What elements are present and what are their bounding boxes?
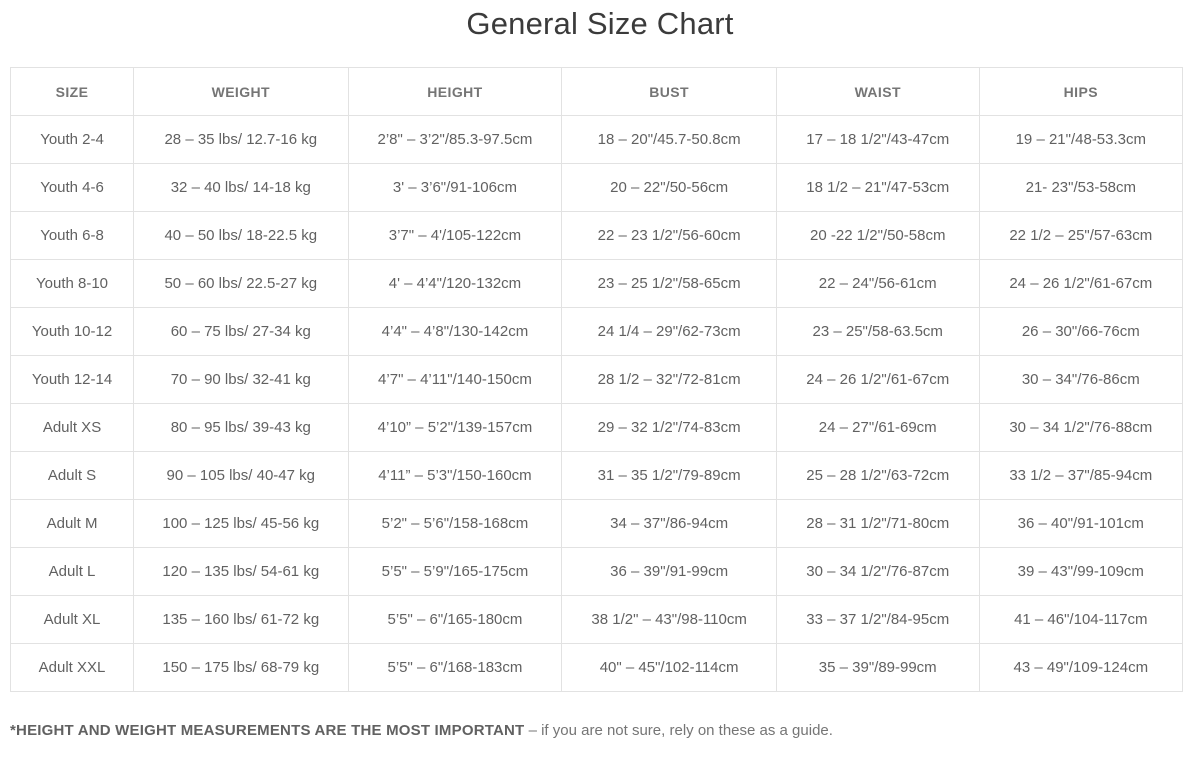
- size-chart-table: [10, 67, 1183, 692]
- cell-bust: 28 1/2 – 32"/72-81cm: [562, 356, 776, 404]
- cell-hips: 22 1/2 – 25"/57-63cm: [979, 212, 1182, 260]
- cell-weight: 120 – 135 lbs/ 54-61 kg: [134, 548, 348, 596]
- cell-size: Youth 10-12: [11, 308, 134, 356]
- page-title: General Size Chart: [466, 6, 734, 41]
- table-row: [11, 500, 1183, 548]
- cell-hips: 43 – 49"/109-124cm: [979, 644, 1182, 692]
- cell-weight: 135 – 160 lbs/ 61-72 kg: [134, 596, 348, 644]
- table-row: [11, 404, 1183, 452]
- table-row: [11, 308, 1183, 356]
- cell-hips: 26 – 30"/66-76cm: [979, 308, 1182, 356]
- cell-bust: 36 – 39"/91-99cm: [562, 548, 776, 596]
- column-header-waist: WAIST: [776, 68, 979, 116]
- cell-waist: 25 – 28 1/2"/63-72cm: [776, 452, 979, 500]
- cell-height: 5’5" – 6"/168-183cm: [348, 644, 562, 692]
- table-row: [11, 644, 1183, 692]
- cell-height: 4’4" – 4’8"/130-142cm: [348, 308, 562, 356]
- cell-weight: 90 – 105 lbs/ 40-47 kg: [134, 452, 348, 500]
- cell-hips: 36 – 40"/91-101cm: [979, 500, 1182, 548]
- table-row: [11, 116, 1183, 164]
- table-row: [11, 452, 1183, 500]
- cell-waist: 35 – 39"/89-99cm: [776, 644, 979, 692]
- cell-weight: 100 – 125 lbs/ 45-56 kg: [134, 500, 348, 548]
- footnote-regular-text: – if you are not sure, rely on these as a guide.: [524, 722, 833, 739]
- cell-waist: 20 -22 1/2"/50-58cm: [776, 212, 979, 260]
- footnote: [10, 721, 1200, 741]
- cell-waist: 22 – 24"/56-61cm: [776, 260, 979, 308]
- cell-size: Adult S: [11, 452, 134, 500]
- table-row: [11, 548, 1183, 596]
- cell-height: 3’7" – 4'/105-122cm: [348, 212, 562, 260]
- footnote-bold-text: *HEIGHT AND WEIGHT MEASUREMENTS ARE THE MOST IMPORTANT: [10, 722, 525, 739]
- cell-size: Youth 12-14: [11, 356, 134, 404]
- header-row: [11, 68, 1183, 116]
- cell-bust: 31 – 35 1/2"/79-89cm: [562, 452, 776, 500]
- cell-waist: 24 – 26 1/2"/61-67cm: [776, 356, 979, 404]
- cell-size: Adult XXL: [11, 644, 134, 692]
- cell-size: Youth 4-6: [11, 164, 134, 212]
- column-header-weight: WEIGHT: [134, 68, 348, 116]
- cell-weight: 60 – 75 lbs/ 27-34 kg: [134, 308, 348, 356]
- cell-bust: 40" – 45"/102-114cm: [562, 644, 776, 692]
- cell-waist: 28 – 31 1/2"/71-80cm: [776, 500, 979, 548]
- cell-waist: 24 – 27"/61-69cm: [776, 404, 979, 452]
- cell-height: 5’2" – 5’6"/158-168cm: [348, 500, 562, 548]
- cell-bust: 18 – 20"/45.7-50.8cm: [562, 116, 776, 164]
- cell-bust: 20 – 22"/50-56cm: [562, 164, 776, 212]
- cell-size: Adult L: [11, 548, 134, 596]
- cell-weight: 70 – 90 lbs/ 32-41 kg: [134, 356, 348, 404]
- table-header: [11, 68, 1183, 116]
- column-header-size: SIZE: [11, 68, 134, 116]
- table-body: [11, 116, 1183, 692]
- cell-bust: 23 – 25 1/2"/58-65cm: [562, 260, 776, 308]
- cell-height: 3' – 3’6"/91-106cm: [348, 164, 562, 212]
- table-row: [11, 260, 1183, 308]
- table-row: [11, 212, 1183, 260]
- cell-hips: 30 – 34"/76-86cm: [979, 356, 1182, 404]
- cell-weight: 80 – 95 lbs/ 39-43 kg: [134, 404, 348, 452]
- cell-hips: 30 – 34 1/2"/76-88cm: [979, 404, 1182, 452]
- cell-bust: 38 1/2" – 43"/98-110cm: [562, 596, 776, 644]
- cell-height: 2’8" – 3’2"/85.3-97.5cm: [348, 116, 562, 164]
- column-header-height: HEIGHT: [348, 68, 562, 116]
- cell-height: 5’5" – 5’9"/165-175cm: [348, 548, 562, 596]
- cell-bust: 22 – 23 1/2"/56-60cm: [562, 212, 776, 260]
- cell-height: 4' – 4’4"/120-132cm: [348, 260, 562, 308]
- size-chart-page: [0, 2, 1200, 741]
- cell-size: Adult XL: [11, 596, 134, 644]
- cell-height: 4’11” – 5’3"/150-160cm: [348, 452, 562, 500]
- cell-size: Adult M: [11, 500, 134, 548]
- cell-hips: 39 – 43"/99-109cm: [979, 548, 1182, 596]
- cell-weight: 50 – 60 lbs/ 22.5-27 kg: [134, 260, 348, 308]
- table-row: [11, 356, 1183, 404]
- cell-size: Youth 2-4: [11, 116, 134, 164]
- cell-waist: 18 1/2 – 21"/47-53cm: [776, 164, 979, 212]
- cell-height: 5’5" – 6"/165-180cm: [348, 596, 562, 644]
- table-row: [11, 164, 1183, 212]
- cell-weight: 28 – 35 lbs/ 12.7-16 kg: [134, 116, 348, 164]
- cell-bust: 29 – 32 1/2"/74-83cm: [562, 404, 776, 452]
- cell-weight: 150 – 175 lbs/ 68-79 kg: [134, 644, 348, 692]
- cell-bust: 34 – 37"/86-94cm: [562, 500, 776, 548]
- table-row: [11, 596, 1183, 644]
- column-header-bust: BUST: [562, 68, 776, 116]
- cell-size: Adult XS: [11, 404, 134, 452]
- column-header-hips: HIPS: [979, 68, 1182, 116]
- cell-hips: 19 – 21"/48-53.3cm: [979, 116, 1182, 164]
- cell-size: Youth 8-10: [11, 260, 134, 308]
- cell-hips: 24 – 26 1/2"/61-67cm: [979, 260, 1182, 308]
- cell-height: 4’7" – 4’11"/140-150cm: [348, 356, 562, 404]
- cell-waist: 23 – 25"/58-63.5cm: [776, 308, 979, 356]
- cell-weight: 40 – 50 lbs/ 18-22.5 kg: [134, 212, 348, 260]
- cell-hips: 41 – 46"/104-117cm: [979, 596, 1182, 644]
- cell-waist: 33 – 37 1/2"/84-95cm: [776, 596, 979, 644]
- cell-waist: 17 – 18 1/2"/43-47cm: [776, 116, 979, 164]
- cell-waist: 30 – 34 1/2"/76-87cm: [776, 548, 979, 596]
- cell-weight: 32 – 40 lbs/ 14-18 kg: [134, 164, 348, 212]
- cell-hips: 33 1/2 – 37"/85-94cm: [979, 452, 1182, 500]
- cell-bust: 24 1/4 – 29"/62-73cm: [562, 308, 776, 356]
- cell-hips: 21- 23"/53-58cm: [979, 164, 1182, 212]
- cell-height: 4’10” – 5’2"/139-157cm: [348, 404, 562, 452]
- cell-size: Youth 6-8: [11, 212, 134, 260]
